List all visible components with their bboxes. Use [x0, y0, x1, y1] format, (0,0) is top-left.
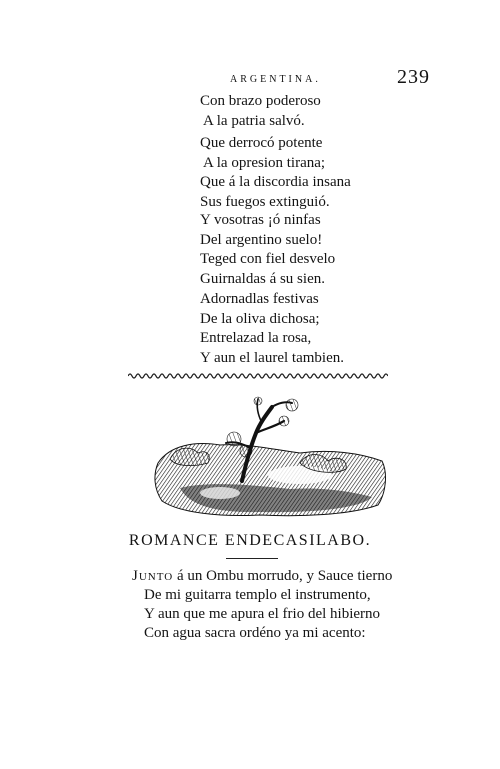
verse-line: Entrelazad la rosa, — [200, 330, 312, 346]
verse-line: Del argentino suelo! — [200, 231, 323, 248]
verse-line: Teged con fiel desvelo — [200, 251, 336, 267]
verse-line: De mi guitarra templo el instrumento, — [144, 587, 371, 603]
verse-line: Con brazo poderoso — [200, 93, 321, 109]
stanza-2 — [200, 134, 351, 212]
page-number: 239 — [397, 66, 430, 88]
landscape-vignette-illustration — [150, 393, 390, 518]
verse-line: A la patria salvó. — [203, 112, 305, 129]
stanza-3 — [200, 211, 335, 289]
verse-line: Adornadlas festivas — [200, 291, 319, 307]
verse-line: Con agua sacra ordéno ya mi acento: — [144, 625, 366, 641]
stanza-4 — [200, 290, 344, 368]
ornamental-rule — [128, 372, 388, 380]
running-title: ARGENTINA. — [230, 74, 321, 85]
verse-line: Sus fuegos extinguió. — [200, 193, 330, 210]
stanza-1 — [200, 92, 321, 131]
opening-word: Junto — [132, 568, 174, 584]
verse-line: De la oliva dichosa; — [200, 310, 320, 327]
verse-line — [132, 567, 392, 586]
verse-line: Y aun que me apura el frio del hibierno — [144, 606, 381, 622]
verse-line: Y aun el laurel tambien. — [200, 349, 344, 366]
verse-line: Y vosotras ¡ó ninfas — [200, 212, 321, 228]
verse-line-rest: á un Ombu morrudo, y Sauce tierno — [173, 568, 393, 584]
verse-line: A la opresion tirana; — [203, 154, 326, 171]
title-rule — [226, 558, 278, 559]
verse-line: Guirnaldas á su sien. — [200, 270, 325, 287]
romance-verses — [132, 567, 392, 643]
verse-line: Que á la discordia insana — [200, 174, 351, 190]
section-title: ROMANCE ENDECASILABO. — [128, 532, 372, 549]
verse-line: Que derrocó potente — [200, 135, 323, 151]
